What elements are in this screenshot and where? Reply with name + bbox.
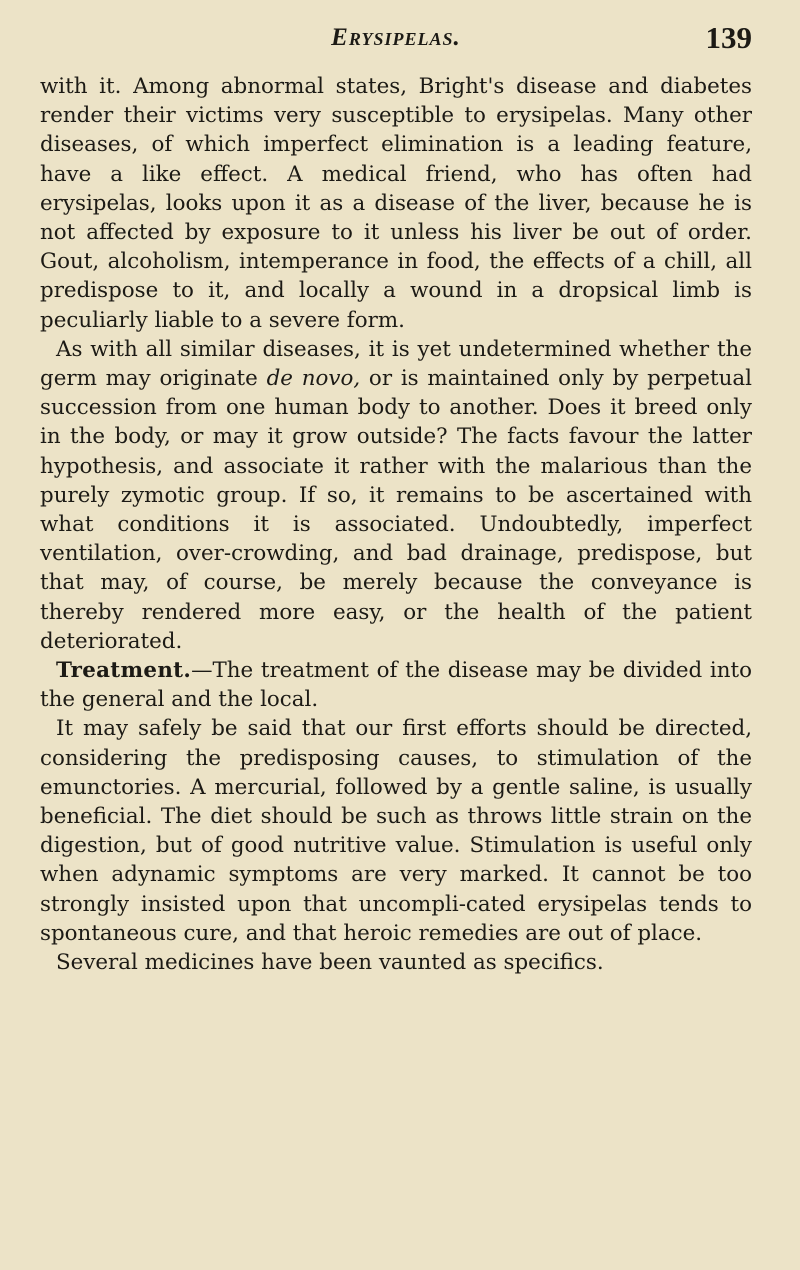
paragraph-1: with it. Among abnormal states, Bright's disease and diabetes render their victims very susceptible to erysipelas. Many other diseases, of which imperfect elimination is a leading feature, have a like effect. A medical friend, who has often had erysipelas, looks upon it as a disease of the liver, because he is not affected by exposure to it unless his liver be out of order. Gout, alcoholism, intemperance in food, the effects of a chill, all predispose to it, and locally a wound in a dropsical limb is peculiarly liable to a severe form. [40, 74, 752, 333]
paragraph-3 [40, 656, 752, 714]
paragraph-4: It may safely be said that our first efforts should be directed, considering the predisposing causes, to stimulation of the emunctories. A mercurial, followed by a gentle saline, is usually beneficial. The diet should be such as throws little strain on the digestion, but of good nutritive value. Stimulation is useful only when adynamic symptoms are very marked. It cannot be too strongly insisted upon that uncompli-cated erysipelas tends to spontaneous cure, and that heroic remedies are out of place. [40, 716, 752, 946]
page-number: 139 [705, 20, 752, 55]
paragraph-2-part-b: or is maintained only by perpetual succession from one human body to another. Does it breed only in the body, or may it grow outside? The facts favour the latter hypothesis, and associate it rather with the malarious than the purely zymotic group. If so, it remains to be ascertained with what conditions it is associated. Undoubtedly, imperfect ventilation, over-crowding, and bad drainage, predispose, but that may, of course, be merely because the conveyance is thereby rendered more easy, or the health of the patient deteriorated. [40, 366, 752, 654]
paragraph-2 [40, 335, 752, 656]
paragraph-2-italic: de novo, [266, 366, 361, 392]
paragraph-3-text: —The treatment of the disease may be divided into the general and the local. [40, 658, 752, 713]
running-title: Erysipelas. [331, 24, 461, 51]
paragraph-5: Several medicines have been vaunted as specifics. [56, 950, 604, 976]
paragraph-2-part-a: As with all similar diseases, it is yet undetermined whether the germ may originate [40, 336, 752, 392]
body-text [40, 72, 752, 977]
running-head [40, 18, 752, 62]
treatment-heading: Treatment. [56, 658, 192, 684]
